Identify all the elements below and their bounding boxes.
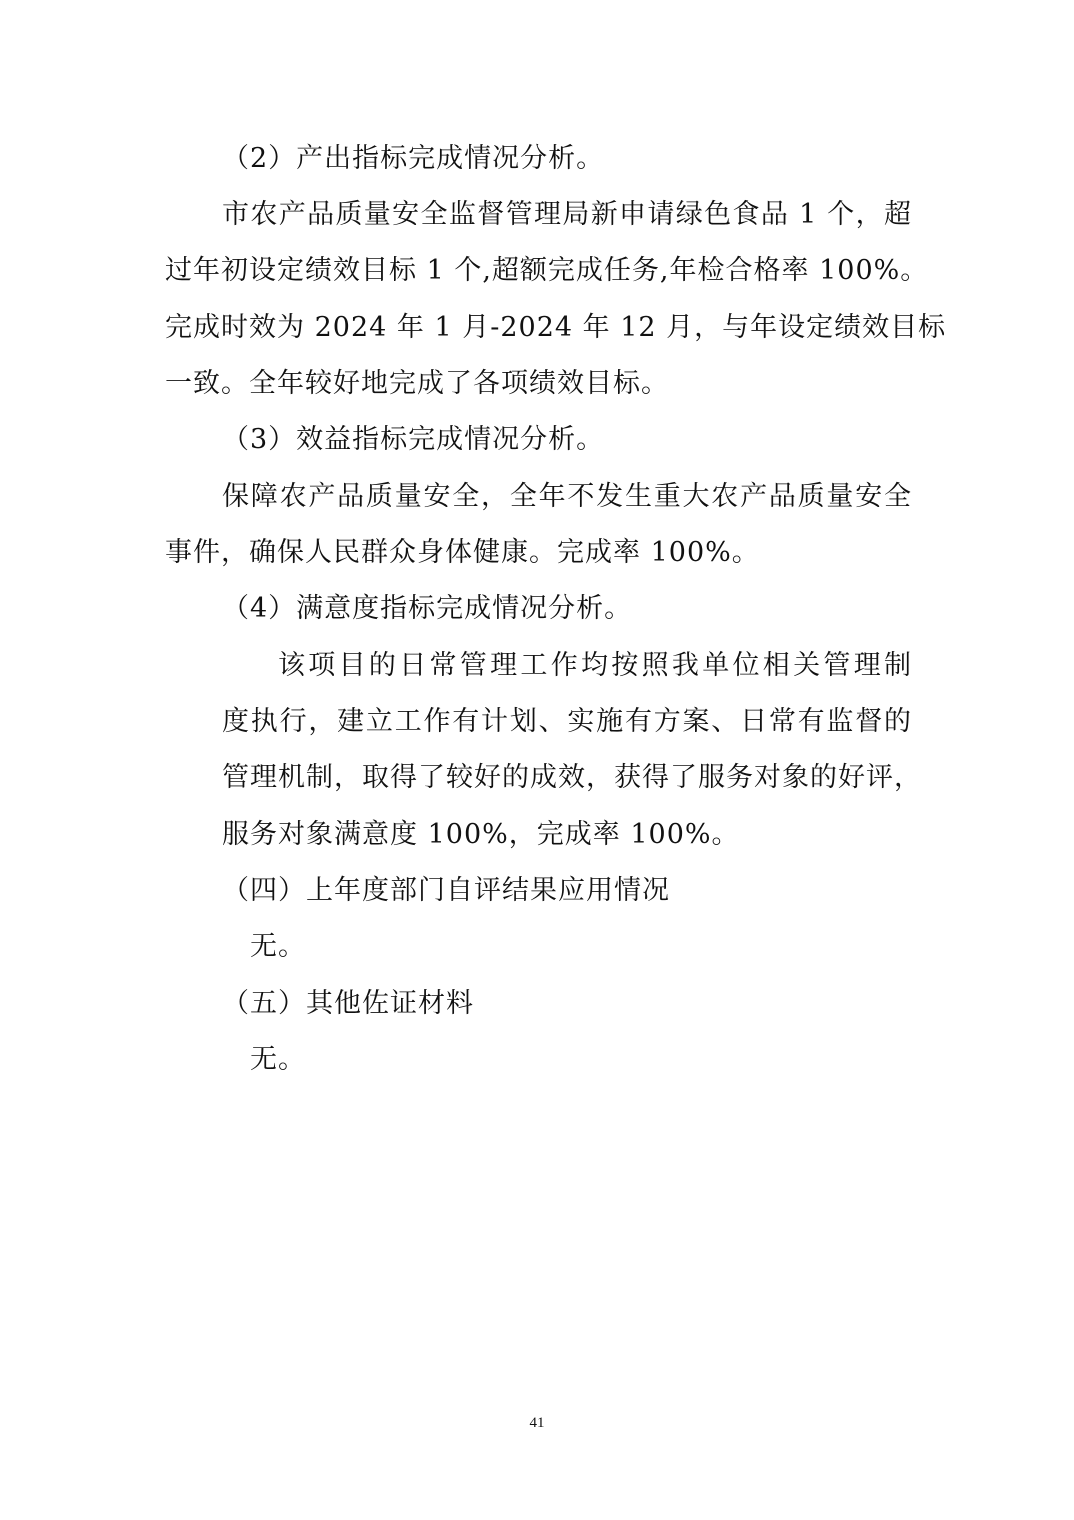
paragraph-line: 事件，确保人民群众身体健康。完成率 100%。 xyxy=(165,537,760,568)
section-heading-satisfaction-indicators: （4）满意度指标完成情况分析。 xyxy=(222,593,633,624)
paragraph-line: 度执行，建立工作有计划、实施有方案、日常有监督的 xyxy=(222,706,912,737)
section-heading-output-indicators: （2）产出指标完成情况分析。 xyxy=(222,143,605,174)
paragraph-line: 无。 xyxy=(250,1044,306,1075)
page-number: 41 xyxy=(529,1415,545,1431)
paragraph-line: 管理机制，取得了较好的成效，获得了服务对象的好评， xyxy=(222,762,922,793)
paragraph-line: 保障农产品质量安全，全年不发生重大农产品质量安全 xyxy=(222,481,912,512)
paragraph-line: 市农产品质量安全监督管理局新申请绿色食品 1 个，超 xyxy=(222,199,912,230)
paragraph-line: 过年初设定绩效目标 1 个,超额完成任务,年检合格率 100%。 xyxy=(165,255,929,286)
paragraph-line: 服务对象满意度 100%，完成率 100%。 xyxy=(222,819,740,850)
section-heading-benefit-indicators: （3）效益指标完成情况分析。 xyxy=(222,424,605,455)
paragraph-line: 无。 xyxy=(250,931,306,962)
section-heading-self-evaluation-results: （四）上年度部门自评结果应用情况 xyxy=(222,875,670,906)
paragraph-line: 一致。全年较好地完成了各项绩效目标。 xyxy=(165,368,669,399)
section-heading-supporting-materials: （五）其他佐证材料 xyxy=(222,988,474,1019)
paragraph-line: 完成时效为 2024 年 1 月-2024 年 12 月，与年设定绩效目标 xyxy=(165,312,947,343)
paragraph-line: 该项目的日常管理工作均按照我单位相关管理制 xyxy=(278,650,912,681)
